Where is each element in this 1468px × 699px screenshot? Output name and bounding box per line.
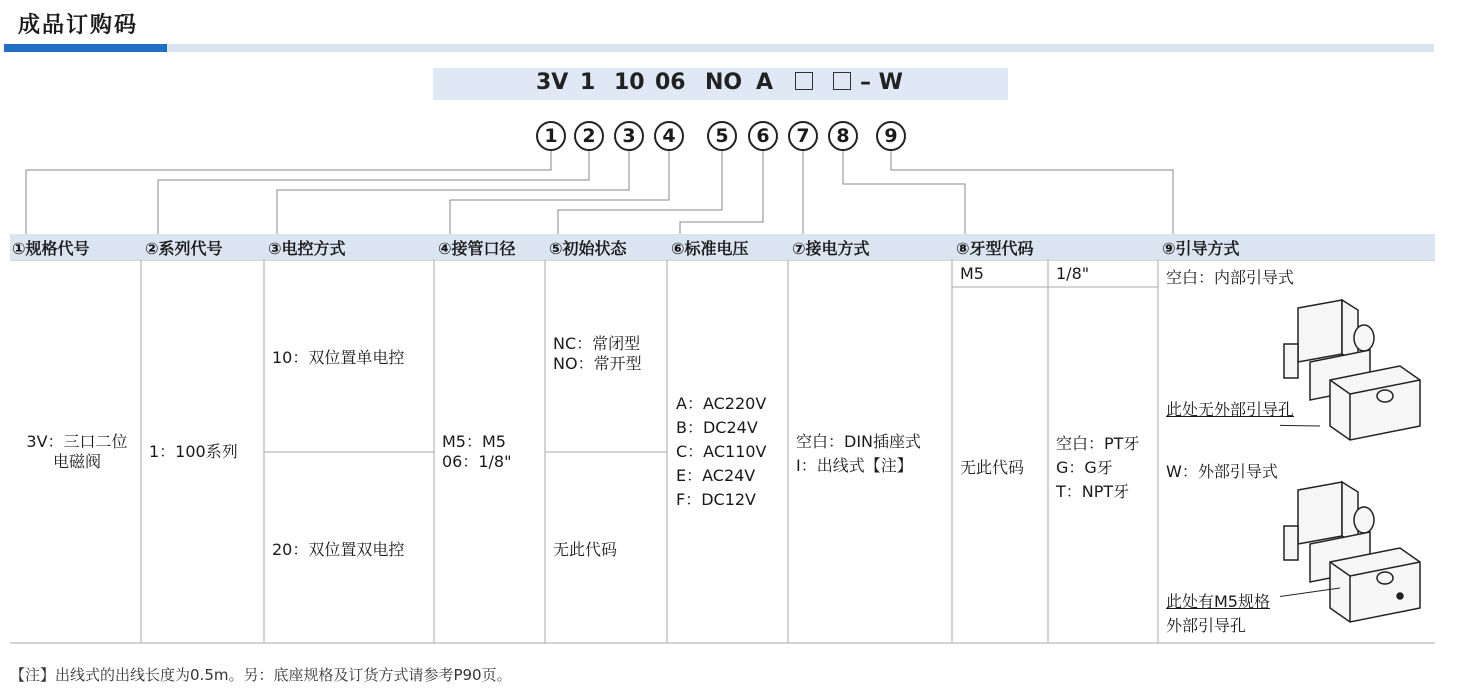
code-part-type: 1	[580, 70, 596, 95]
col4-line1: M5：M5	[442, 432, 506, 451]
footnote: 【注】出线式的出线长度为0.5m。另：底座规格及订货方式请参考P90页。	[10, 666, 512, 684]
header-thread: ⑧牙型代码	[956, 239, 1034, 258]
circle-9: 9	[876, 121, 906, 151]
code-part-port: 06	[655, 70, 686, 95]
col7-line2: I：出线式【注】	[796, 456, 913, 475]
header-pilot: ⑨引导方式	[1162, 239, 1240, 258]
col6-item: A：AC220V	[676, 394, 767, 413]
circle-2: 2	[574, 121, 604, 151]
col5-none: 无此代码	[553, 540, 618, 559]
col8-item: T：NPT牙	[1056, 482, 1130, 501]
col1-line2: 电磁阀	[52, 452, 101, 471]
header-series: ②系列代号	[145, 239, 223, 258]
circle-5: 5	[707, 121, 737, 151]
col2-line1: 1：100系列	[149, 442, 238, 461]
col9-external-callout1: 此处有M5规格	[1166, 592, 1270, 611]
col3-opt2: 20：双位置双电控	[272, 540, 405, 559]
col8-sub-18: 1/8"	[1056, 264, 1090, 283]
col6-item: E：AC24V	[676, 466, 756, 485]
code-part-voltage: A	[756, 70, 774, 95]
col5-nc: NC：常闭型	[553, 334, 641, 353]
col4-cell	[442, 432, 511, 472]
page-title: 成品订购码	[18, 13, 139, 38]
col7-line1: 空白：DIN插座式	[796, 432, 922, 451]
valve-external-pilot-image	[1280, 478, 1430, 628]
circle-7: 7	[788, 121, 818, 151]
header-port: ④接管口径	[438, 239, 516, 258]
header-spec: ①规格代号	[12, 239, 90, 258]
col9-external-callout2: 外部引导孔	[1166, 616, 1247, 635]
code-part-control: 10	[614, 70, 645, 95]
col3-opt1: 10：双位置单电控	[272, 348, 405, 367]
col9-internal-callout: 此处无外部引导孔	[1166, 400, 1295, 419]
col6-item: F：DC12V	[676, 490, 757, 509]
code-part-series: 3V	[536, 70, 569, 95]
col8-sub-m5: M5	[960, 264, 984, 283]
circle-8: 8	[828, 121, 858, 151]
col1-line1: 3V：三口二位	[26, 432, 128, 451]
col6-item: B：DC24V	[676, 418, 758, 437]
col9-internal: 空白：内部引导式	[1166, 268, 1295, 287]
col8-item: 空白：PT牙	[1056, 434, 1140, 453]
col8-items	[1056, 432, 1139, 504]
col6-item: C：AC110V	[676, 442, 767, 461]
code-part-state: NO	[705, 70, 743, 95]
col8-none: 无此代码	[960, 458, 1025, 477]
circle-3: 3	[614, 121, 644, 151]
col9-external: W：外部引导式	[1166, 462, 1278, 481]
col1-cell	[16, 432, 138, 472]
header-control: ③电控方式	[268, 239, 346, 258]
header-voltage: ⑥标准电压	[671, 239, 749, 258]
circle-6: 6	[748, 121, 778, 151]
col5-no: NO：常开型	[553, 354, 642, 373]
circle-1: 1	[536, 121, 566, 151]
col6-cell	[676, 392, 767, 512]
circle-4: 4	[654, 121, 684, 151]
col7-cell	[796, 430, 921, 478]
header-connection: ⑦接电方式	[792, 239, 870, 258]
col5-cell	[553, 334, 642, 374]
col8-item: G：G牙	[1056, 458, 1113, 477]
code-part-pilot: – W	[860, 70, 903, 95]
valve-internal-pilot-image	[1280, 296, 1430, 446]
col4-line2: 06：1/8"	[442, 452, 512, 471]
header-state: ⑤初始状态	[549, 239, 627, 258]
